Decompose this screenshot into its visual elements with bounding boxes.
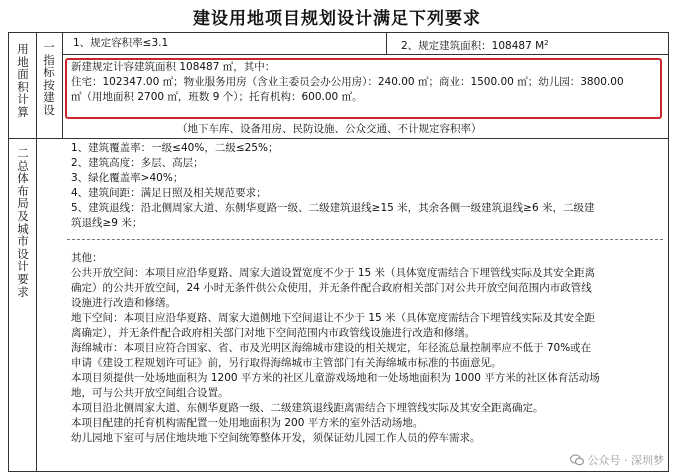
other-line: 本项目沿北侧周家大道、东侧华夏路一级、二级建筑退线距离需结合下埋管线实际及其安全距离确定。 <box>71 402 544 414</box>
other-line: 海绵城市：本项目应符合国家、省、市及光明区海绵城市建设的相关规定，年径流总量控制率应不低于 70%或在 <box>71 342 592 354</box>
column-divider-1 <box>36 33 37 472</box>
section2-label: 二总体布局及城市设计要求 <box>17 146 29 299</box>
box-line-3: ㎡（用地面积 2700 ㎡，班数 9 个）；托育机构：600.00 ㎡。 <box>71 91 363 103</box>
other-line: 离确定），并无条件配合政府相关部门对地下空间范围内市政管线设施进行改造和修缮。 <box>71 327 476 339</box>
item-height: 2、建筑高度：多层、高层； <box>71 157 204 169</box>
dashed-divider <box>67 239 663 240</box>
other-line: 设施进行改造和修缮。 <box>71 297 176 309</box>
item-setback-cont: 筑退线≥9 米； <box>71 217 143 229</box>
area-unit-superscript: 2 <box>544 39 549 47</box>
row1-bottom-line <box>62 54 669 55</box>
wechat-icon <box>570 454 584 466</box>
section1-bottom-line <box>9 138 669 139</box>
watermark-text: 公众号 · 深圳梦 <box>587 454 664 467</box>
other-line: 本项目须提供一处场地面积为 1200 平方米的社区儿童游戏场地和一处场地面积为 1000 平方米的社区体育活动场 <box>71 372 600 384</box>
item-spacing: 4、建筑间距：满足日照及相关规范要求； <box>71 187 267 199</box>
other-line: 幼儿园地下室可与居住地块地下空间统筹整体开发，须保证幼儿园工作人员的停车需求。 <box>71 432 481 444</box>
section1-col1-label: 用地面积计算 <box>17 42 29 119</box>
item-greening: 3、绿化覆盖率>40%； <box>71 172 184 184</box>
building-area-text: 2、规定建筑面积：108487 M <box>401 40 545 52</box>
item-setback: 5、建筑退线：沿北侧周家大道、东侧华夏路一级、二级建筑退线≥15 米，其余各侧一级建筑退线≥6 米，二级建 <box>71 202 595 214</box>
box-line-1: 新建规定计容建筑面积 108487 ㎡，其中： <box>71 61 276 73</box>
item-coverage: 1、建筑覆盖率：一级≤40%，二级≤25%； <box>71 142 279 154</box>
other-line: 本项目配建的托育机构需配置一处用地面积为 200 平方米的室外活动场地。 <box>71 417 424 429</box>
other-line: 申请《建设工程规划许可证》前，另行取得海绵城市主管部门有关海绵城市标准的书面意见。 <box>71 357 502 369</box>
watermark <box>570 452 665 468</box>
plot-ratio-requirement: 1、规定容积率≤3.1 <box>73 37 169 49</box>
row1-divider <box>386 33 387 54</box>
other-line: 地，可与公共开放空间组合设置。 <box>71 387 229 399</box>
exclusion-note: （地下车库、设备用房、民防设施、公众交通、不计规定容积率） <box>177 123 482 135</box>
other-line: 公共开放空间：本项目应沿华夏路、周家大道设置宽度不少于 15 米（具体宽度需结合下埋管线实际及其安全距离 <box>71 267 596 279</box>
box-line-2: 住宅：102347.00 ㎡；物业服务用房（含业主委员会办公用房）：240.00 ㎡；商业：1500.00 ㎡；幼儿园：3800.00 <box>71 76 624 88</box>
requirements-table <box>8 32 669 472</box>
column-divider-2 <box>62 33 63 138</box>
other-line: 其他： <box>71 252 103 264</box>
section1-col2-label: 一指标按建设 <box>43 40 55 117</box>
other-line: 确定）的公共开放空间，24 小时无条件供公众使用，并无条件配合政府相关部门对公共开放空间范围内市政管线 <box>71 282 592 294</box>
other-line: 地下空间：本项目应沿华夏路、周家大道侧地下空间退让不少于 15 米（具体宽度需结合下埋管线实际及其安全距 <box>71 312 596 324</box>
building-area-requirement <box>401 36 549 54</box>
document-title: 建设用地项目规划设计满足下列要求 <box>193 9 481 29</box>
